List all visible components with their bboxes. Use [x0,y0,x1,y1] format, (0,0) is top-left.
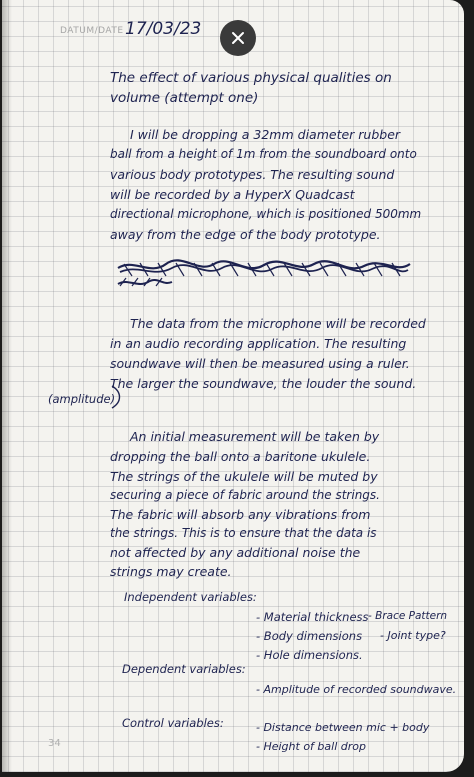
page-number: 34 [48,738,61,749]
page-binding-shadow [2,0,12,772]
paragraph-2-line: soundwave will then be measured using a ruler. [110,356,410,371]
paragraph-2-line: The data from the microphone will be recorded [130,316,426,331]
paragraph-2-line: in an audio recording application. The resulting [110,336,407,351]
paragraph-1-line: various body prototypes. The resulting sound [110,167,395,182]
paragraph-3-line: the strings. This is to ensure that the data is [110,526,377,540]
close-icon [230,30,246,46]
paragraph-1-line: will be recorded by a HyperX Quadcast [110,187,355,202]
independent-variable-extra: - Brace Pattern [368,610,448,622]
paragraph-3-line: dropping the ball onto a baritone ukulele. [110,449,371,464]
paragraph-1-line: directional microphone, which is positioned 500mm [110,207,422,221]
independent-variable-item: - Body dimensions [256,629,363,643]
paragraph-3-line: not affected by any additional noise the [110,545,361,560]
independent-variable-item: - Hole dimensions. [256,648,363,662]
paragraph-1-line: ball from a height of 1m from the soundboard onto [110,147,417,161]
margin-note: (amplitude) [48,392,116,406]
dependent-variable-item: - Amplitude of recorded soundwave. [256,683,457,696]
dependent-variables-label: Dependent variables: [122,662,246,676]
independent-variable-item: - Material thickness [256,610,369,624]
paragraph-1-line: I will be dropping a 32mm diameter rubber [130,127,401,142]
note-title-line-1: The effect of various physical qualities on [110,70,392,86]
date-value: 17/03/23 [125,19,202,39]
paragraph-1-line: away from the edge of the body prototype. [110,227,381,242]
paragraph-3-line: The strings of the ukulele will be muted by [110,469,378,484]
control-variables-label: Control variables: [122,716,224,730]
paragraph-3-line: strings may create. [110,564,232,579]
margin-note-bracket [110,384,128,410]
paragraph-3-line: An initial measurement will be taken by [130,429,380,444]
paragraph-2-line: The larger the soundwave, the louder the sound. [110,376,417,391]
independent-variable-extra: - Joint type? [380,629,446,642]
control-variable-item: - Height of ball drop [256,740,366,753]
close-button[interactable] [220,20,256,56]
notebook-page [2,0,464,772]
scribbled-out-text [114,254,414,290]
paragraph-3-line: securing a piece of fabric around the strings. [110,488,380,502]
independent-variables-label: Independent variables: [124,590,257,604]
paragraph-3-line: The fabric will absorb any vibrations from [110,507,371,522]
control-variable-item: - Distance between mic + body [256,721,430,734]
note-title-line-2: volume (attempt one) [110,90,259,106]
date-label: DATUM/DATE [60,26,124,36]
